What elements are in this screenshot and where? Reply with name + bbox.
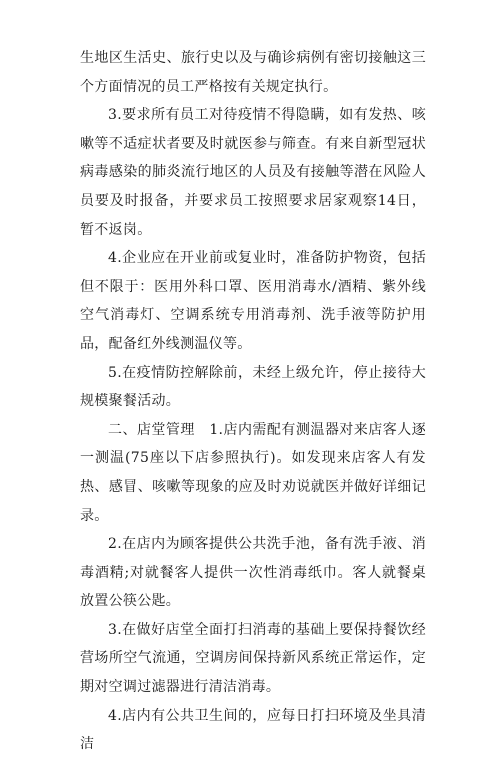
paragraph-4: 5.在疫情防控解除前，未经上级允许，停止接待大规模聚餐活动。 bbox=[80, 364, 426, 410]
document-body bbox=[80, 44, 426, 759]
paragraph-2: 3.要求所有员工对待疫情不得隐瞒，如有发热、咳嗽等不适症状者要及时就医参与筛查。有来自新型冠状病毒感染的肺炎流行地区的人员及有接触等潜在风险人员要及时报备，并要求员工按照要求居家观察14日，暂不返岗。 bbox=[80, 107, 426, 238]
paragraph-8: 4.店内有公共卫生间的，应每日打扫环境及坐具清洁 bbox=[80, 707, 426, 753]
paragraph-6: 2.在店内为顾客提供公共洗手池，备有洗手液、消毒酒精;对就餐客人提供一次性消毒纸巾。客人就餐桌放置公筷公匙。 bbox=[80, 536, 426, 610]
paragraph-7: 3.在做好店堂全面打扫消毒的基础上要保持餐饮经营场所空气流通，空调房间保持新风系统正常运作，定期对空调过滤器进行清洁消毒。 bbox=[80, 621, 426, 696]
paragraph-1: 生地区生活史、旅行史以及与确诊病例有密切接触这三个方面情况的员工严格按有关规定执行。 bbox=[80, 50, 426, 95]
paragraph-5: 二、店堂管理 1.店内需配有测温器对来店客人逐一测温(75座以下店参照执行)。如发现来店客人有发热、感冒、咳嗽等现象的应及时劝说就医并做好详细记录。 bbox=[80, 421, 426, 524]
paragraph-3: 4.企业应在开业前或复业时，准备防护物资，包括但不限于：医用外科口罩、医用消毒水/酒精、紫外线空气消毒灯、空调系统专用消毒剂、洗手液等防护用品，配备红外线测温仪等。 bbox=[80, 250, 426, 352]
